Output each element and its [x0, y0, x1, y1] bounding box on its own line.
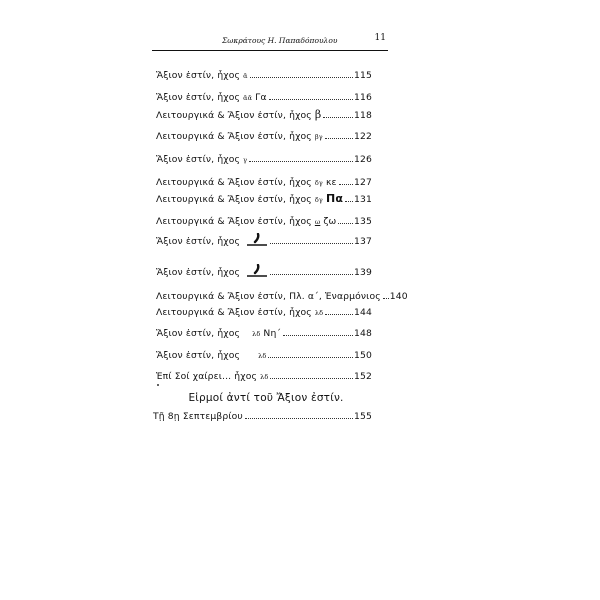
toc-entry-page: 116	[354, 91, 372, 103]
toc-entry-page: 122	[354, 130, 372, 142]
toc-entry-label: Λειτουργικά & Ἄξιον ἐστίν, ἦχος	[156, 193, 312, 205]
toc-entry	[156, 322, 372, 338]
dot-leader	[339, 184, 353, 185]
neume-mark: δγ	[314, 195, 323, 204]
toc-entry	[156, 261, 372, 277]
toc-entry	[156, 64, 372, 80]
neume-mark: λδ	[252, 329, 261, 338]
neume-mark: λδ	[260, 372, 269, 381]
toc-entry-page: 135	[354, 215, 372, 227]
toc-entry-page: 118	[354, 109, 372, 121]
running-title: Σωκράτους Η. Παπαδόπουλου	[222, 36, 338, 45]
toc-entry	[156, 344, 372, 360]
toc-entry-label: Λειτουργικά & Ἄξιον ἐστίν, ἦχος	[156, 176, 312, 188]
toc-entry-page: 126	[354, 153, 372, 165]
neume-mark: λδ	[258, 351, 267, 360]
dot-leader	[283, 335, 353, 336]
toc-entry	[156, 171, 372, 187]
toc-entry-page: 155	[354, 410, 372, 422]
dot-leader	[325, 138, 353, 139]
toc-entry-label: Λειτουργικά & Ἄξιον ἐστίν, Πλ. α΄, Ἐναρμόνιος	[156, 290, 381, 302]
toc-entry-label: Ἄξιον ἐστίν, ἦχος	[156, 91, 241, 103]
toc-entry-suffix: Γα	[255, 91, 267, 103]
toc-entry-label: Ἄξιον ἐστίν, ἦχος	[156, 235, 241, 247]
toc-entry-page: 148	[354, 327, 372, 339]
dot-leader	[338, 223, 353, 224]
toc-entry	[156, 188, 372, 204]
toc-entry	[156, 104, 372, 120]
neume-mark: λδ	[314, 308, 324, 317]
toc-entry-label: Ἐπί Σοί χαίρει... ἦχος	[156, 370, 258, 382]
toc-entry-suffix: κε	[325, 176, 337, 188]
dot-leader	[249, 161, 353, 162]
toc-entry-page: 144	[354, 306, 372, 318]
stray-mark	[157, 384, 159, 386]
toc-entry-label: Λειτουργικά & Ἄξιον ἐστίν, ἦχος	[156, 130, 312, 142]
toc-entry-page: 139	[354, 266, 372, 278]
toc-entry-page: 115	[354, 69, 372, 81]
toc-entry	[156, 148, 372, 164]
toc-entry	[156, 285, 408, 302]
dot-leader	[383, 298, 389, 299]
toc-entry-suffix: ζω	[323, 215, 337, 227]
toc-entry-page: 131	[354, 193, 372, 205]
neume-mark: δγ	[314, 178, 323, 187]
toc-entry-page: 152	[354, 370, 372, 382]
toc-entry	[156, 230, 372, 246]
neume-mark: γ	[243, 155, 248, 164]
neume-mark: ω	[314, 217, 321, 226]
toc-entry-suffix: Πα	[325, 192, 344, 205]
toc-entry-page: 127	[354, 176, 372, 188]
neume-mark: βγ	[314, 132, 323, 141]
dot-leader	[269, 99, 353, 100]
toc-entry-label: Τῇ 8ῃ Σεπτεμβρίου	[153, 410, 243, 422]
dot-leader	[345, 201, 353, 202]
toc-entry-label: Λειτουργικά & Ἄξιον ἐστίν, ἦχος	[156, 109, 312, 121]
toc-entry-page: 150	[354, 349, 372, 361]
toc-entry	[156, 125, 372, 141]
toc-entry-page: 140	[389, 290, 408, 302]
toc-entry-label: Ἄξιον ἐστίν, ἦχος	[156, 266, 241, 278]
toc-entry-label: Λειτουργικά & Ἄξιον ἐστίν, ἦχος	[156, 306, 312, 318]
dot-leader	[268, 357, 353, 358]
toc-entry	[153, 405, 372, 421]
neume-stroke-icon	[246, 264, 268, 278]
toc-entry-page: 137	[354, 235, 372, 247]
dot-leader	[270, 274, 353, 275]
toc-entry-label: Ἄξιον ἐστίν, ἦχος	[156, 327, 241, 339]
dot-leader	[250, 77, 353, 78]
toc-entry-label: Ἄξιον ἐστίν, ἦχος	[156, 349, 241, 361]
dot-leader	[245, 418, 353, 419]
toc-entry	[156, 365, 372, 381]
toc-entry-label: Ἄξιον ἐστίν, ἦχος	[156, 69, 241, 81]
section-heading: Εἱρμοί ἀντί τοῦ Ἄξιον ἐστίν.	[188, 392, 344, 404]
dot-leader	[270, 378, 353, 379]
neume-stroke-icon	[246, 233, 268, 247]
toc-entry	[156, 301, 372, 317]
toc-entry	[156, 86, 372, 102]
toc-entry-label: Λειτουργικά & Ἄξιον ἐστίν, ἦχος	[156, 215, 312, 227]
toc-entry-suffix: Νη΄	[263, 327, 282, 339]
dot-leader	[325, 314, 353, 315]
dot-leader	[323, 117, 353, 118]
toc-entry-label: Ἄξιον ἐστίν, ἦχος	[156, 153, 241, 165]
toc-entry	[156, 210, 372, 226]
dot-leader	[270, 243, 353, 244]
neume-mark: ᾱᾱ	[243, 93, 253, 102]
page-number: 11	[374, 33, 386, 43]
neume-mark: ᾱ	[243, 71, 248, 80]
neume-mark: β	[314, 108, 322, 121]
